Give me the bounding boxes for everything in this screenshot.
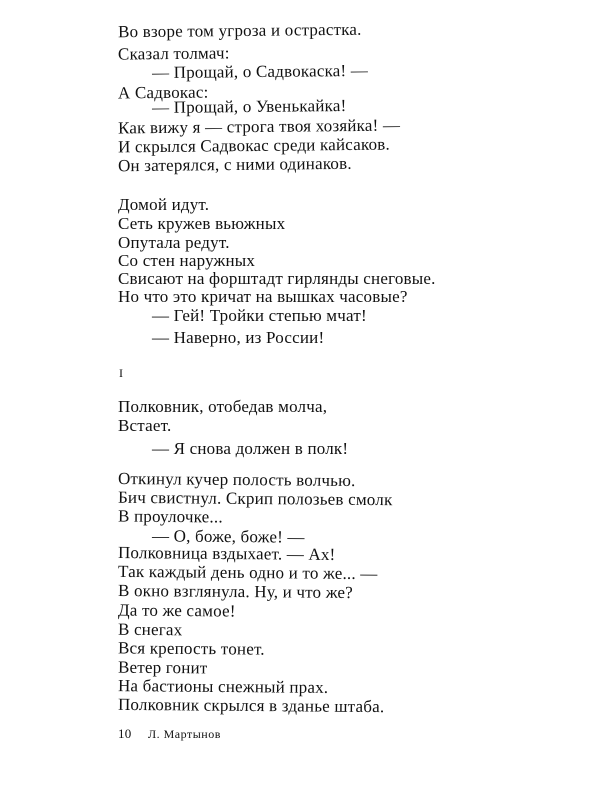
poem-line: Опутала редут. [118, 233, 230, 252]
poem-line: Вся крепость тонет. [117, 638, 265, 659]
running-footer-author: Л. Мартынов [148, 727, 221, 741]
poem-line: Полковник, отобедав молча, [118, 397, 328, 416]
poem-line: Сеть кружев вьюжных [118, 214, 286, 233]
poem-line: — Гей! Тройки степью мчат! [152, 306, 367, 325]
poem-line: Полковница вздыхает. — Ах! [117, 543, 336, 564]
poem-line: На бастионы снежный прах. [117, 676, 329, 697]
poem-line: Домой идут. [118, 195, 210, 214]
poem-line: Со стен наружных [118, 251, 256, 270]
poem-line: Полковник скрылся в зданье штаба. [117, 694, 385, 717]
page-number: 10 [118, 726, 132, 741]
poem-line: Откинул кучер полость волчью. [117, 468, 356, 491]
poem-line: Сказал толмач: [117, 43, 230, 64]
poem-line: Бич свистнул. Скрип полозьев смолк [117, 487, 393, 510]
poem-line: Свисают на форштадт гирлянды снеговые. [118, 269, 436, 288]
poem-line: В окно взглянула. Ну, и что же? [117, 580, 354, 603]
poem-line: Как вижу я — строга твоя хозяйка! — [117, 115, 401, 138]
poem-line: — Прощай, о Увенькайка! [151, 95, 347, 118]
poem-line: Во взоре том угроза и острастка. [117, 19, 362, 42]
poem-line: Да то же самое! [117, 600, 236, 621]
poem-line: — О, боже, боже! — [151, 526, 305, 547]
poem-line: Он затерялся, с ними одинаков. [117, 153, 352, 176]
section-mark: I [119, 366, 124, 380]
poem-line: В снегах [117, 619, 183, 640]
poem-line: — Наверно, из России! [152, 328, 325, 347]
poem-line: И скрылся Садвокас среди кайсаков. [117, 134, 391, 157]
poem-line: — Прощай, о Садвокаска! — [151, 60, 369, 83]
poem-line: Встает. [118, 416, 172, 435]
poem-line: Но что это кричат на вышках часовые? [118, 287, 408, 306]
poem-line: Так каждый день одно и то же... — [117, 561, 378, 584]
poem-line: В проулочке... [117, 506, 223, 527]
poem-line: А Садвокас: [117, 82, 209, 103]
poem-line: Ветер гонит [117, 657, 208, 678]
poem-line: — Я снова должен в полк! [152, 439, 349, 458]
